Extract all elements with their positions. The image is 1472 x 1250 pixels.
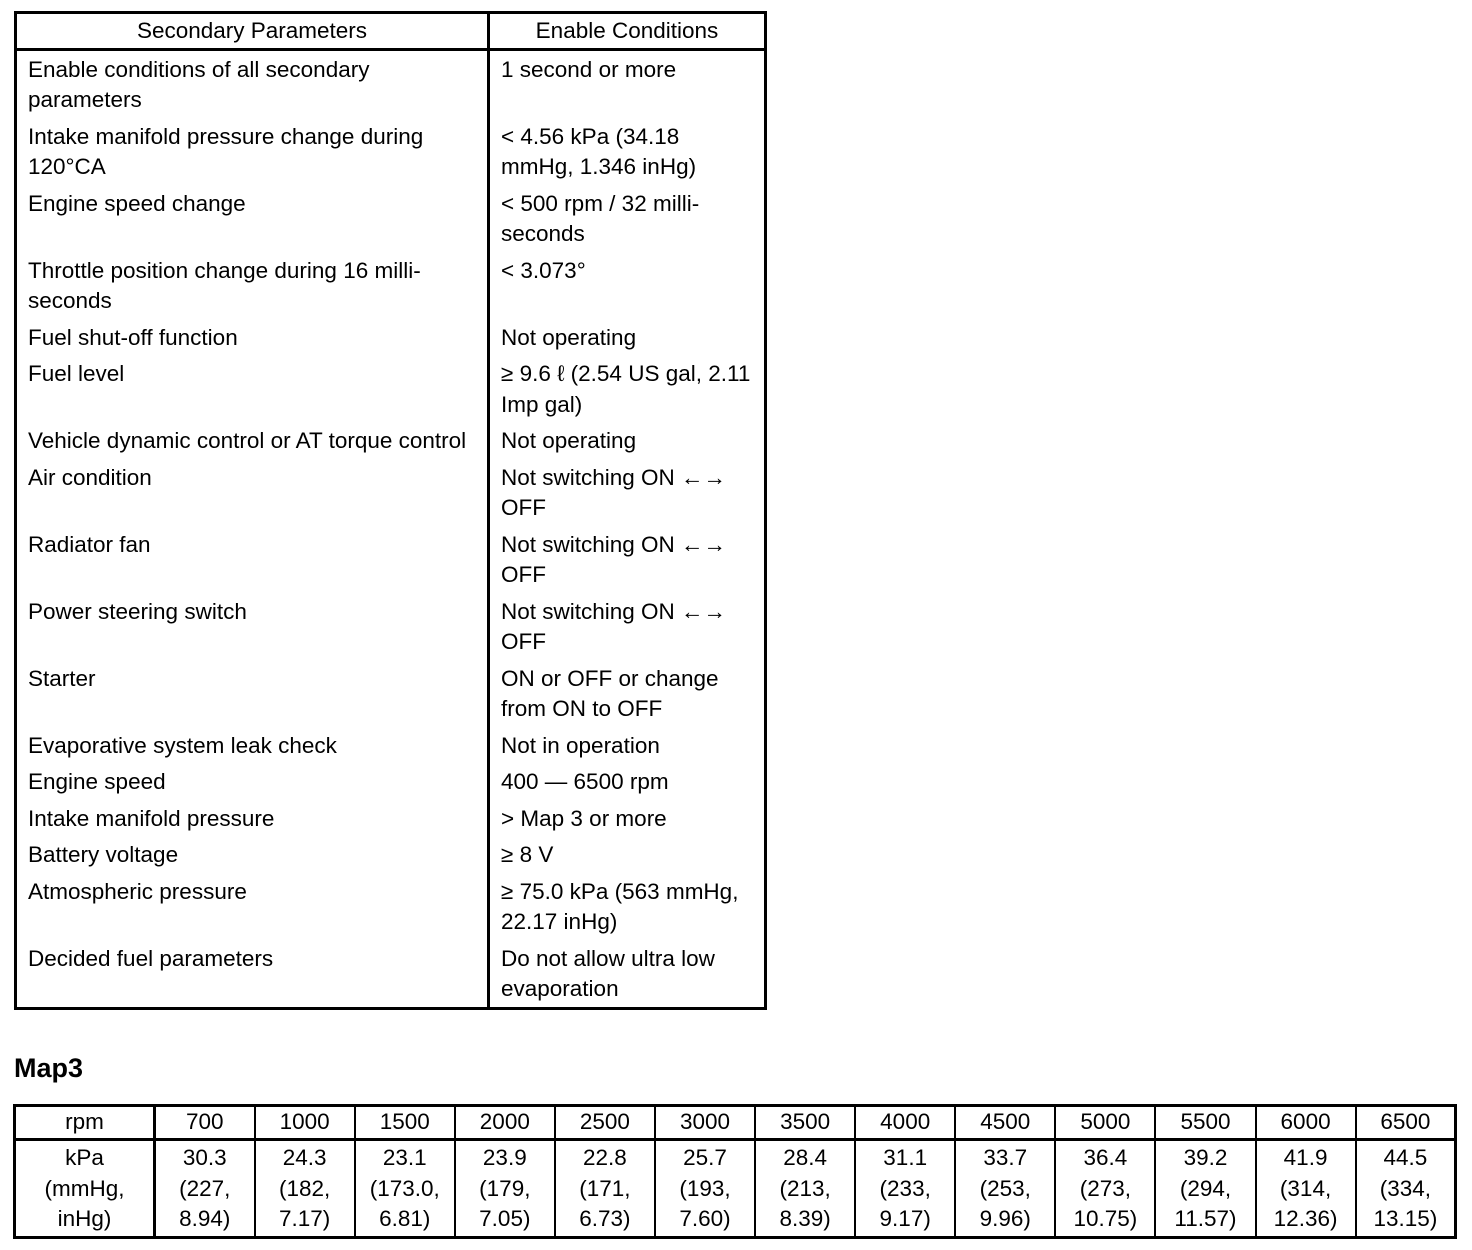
condition-cell: Do not allow ultra low evaporation xyxy=(489,942,766,1009)
map3-rpm-cell: 4500 xyxy=(955,1106,1055,1140)
header-secondary-parameters: Secondary Parameters xyxy=(16,13,489,50)
table-row xyxy=(16,120,766,187)
map3-pressure-cell xyxy=(155,1140,255,1238)
map3-mmhg-value: (193, xyxy=(679,1175,731,1201)
map3-rpm-cell: 2500 xyxy=(555,1106,655,1140)
parameter-cell: Engine speed xyxy=(16,765,489,802)
parameter-cell: Starter xyxy=(16,662,489,729)
parameter-cell: Evaporative system leak check xyxy=(16,729,489,766)
map3-pressure-cell xyxy=(455,1140,555,1238)
map3-mmhg-value: (294, xyxy=(1179,1175,1232,1201)
map3-inhg-value: 9.96) xyxy=(979,1206,1031,1231)
map3-inhg-value: 8.39) xyxy=(779,1206,831,1231)
parameter-cell: Decided fuel parameters xyxy=(16,942,489,1009)
table-header-row xyxy=(16,13,766,50)
table-row xyxy=(16,942,766,1009)
label-kpa: kPa xyxy=(65,1145,104,1170)
map3-inhg-value: 12.36) xyxy=(1273,1206,1338,1231)
parameter-cell: Power steering switch xyxy=(16,595,489,662)
map3-inhg-value: 13.15) xyxy=(1373,1206,1438,1231)
condition-cell: Not operating xyxy=(489,424,766,461)
map3-mmhg-value: (334, xyxy=(1379,1175,1432,1201)
map3-kpa-value: 23.1 xyxy=(382,1145,427,1170)
map3-kpa-value: 23.9 xyxy=(482,1145,527,1170)
map3-kpa-value: 30.3 xyxy=(182,1145,227,1170)
map3-mmhg-value: (179, xyxy=(479,1175,531,1201)
map3-kpa-value: 36.4 xyxy=(1083,1145,1128,1170)
map3-rpm-cell: 4000 xyxy=(855,1106,955,1140)
table-row xyxy=(16,424,766,461)
map3-inhg-value: 7.05) xyxy=(479,1206,531,1231)
parameter-cell: Engine speed change xyxy=(16,187,489,254)
map3-inhg-value: 6.73) xyxy=(579,1206,631,1231)
condition-cell: ≥ 8 V xyxy=(489,838,766,875)
map3-mmhg-value: (182, xyxy=(278,1175,331,1201)
table-row xyxy=(16,461,766,528)
condition-cell: Not in operation xyxy=(489,729,766,766)
header-enable-conditions: Enable Conditions xyxy=(489,13,766,50)
map3-mmhg-value: (273, xyxy=(1079,1175,1132,1201)
map3-rpm-cell: 2000 xyxy=(455,1106,555,1140)
map3-kpa-value: 25.7 xyxy=(683,1145,727,1170)
condition-cell: < 3.073° xyxy=(489,254,766,321)
secondary-parameters-table xyxy=(14,11,767,1010)
condition-cell: ≥ 9.6 ℓ (2.54 US gal, 2.11 Imp gal) xyxy=(489,357,766,424)
table-row xyxy=(16,187,766,254)
map3-kpa-value: 28.4 xyxy=(783,1145,827,1170)
map3-rpm-cell: 3000 xyxy=(655,1106,755,1140)
map3-kpa-value: 41.9 xyxy=(1283,1145,1328,1170)
map3-title: Map3 xyxy=(14,1053,84,1083)
map3-rpm-label: rpm xyxy=(15,1106,155,1140)
table-row xyxy=(16,729,766,766)
map3-rpm-cell: 3500 xyxy=(755,1106,855,1140)
map3-pressure-label xyxy=(15,1140,155,1238)
parameter-cell: Radiator fan xyxy=(16,528,489,595)
map3-pressure-cell xyxy=(955,1140,1055,1238)
table-row xyxy=(16,254,766,321)
map3-kpa-value: 39.2 xyxy=(1183,1145,1228,1170)
condition-cell: < 4.56 kPa (34.18 mmHg, 1.346 inHg) xyxy=(489,120,766,187)
label-mmhg: (mmHg, xyxy=(44,1175,125,1201)
condition-cell: Not operating xyxy=(489,321,766,358)
map3-mmhg-value: (314, xyxy=(1279,1175,1332,1201)
condition-cell: ≥ 75.0 kPa (563 mmHg, 22.17 inHg) xyxy=(489,875,766,942)
map3-inhg-value: 7.60) xyxy=(679,1206,731,1231)
map3-rpm-cell: 5000 xyxy=(1055,1106,1155,1140)
condition-cell: Not switching ON ←→ OFF xyxy=(489,528,766,595)
parameter-cell: Vehicle dynamic control or AT torque control xyxy=(16,424,489,461)
map3-rpm-cell: 1500 xyxy=(355,1106,455,1140)
condition-cell: ON or OFF or change from ON to OFF xyxy=(489,662,766,729)
map3-inhg-value: 11.57) xyxy=(1174,1206,1237,1231)
label-inhg: inHg) xyxy=(57,1206,112,1231)
map3-kpa-value: 22.8 xyxy=(583,1145,627,1170)
map3-pressure-cell xyxy=(555,1140,655,1238)
table-row xyxy=(16,357,766,424)
map3-pressure-cell xyxy=(255,1140,355,1238)
map3-rpm-cell: 5500 xyxy=(1155,1106,1255,1140)
table-row xyxy=(16,321,766,358)
map3-mmhg-value: (173.0, xyxy=(369,1175,440,1201)
parameters-body xyxy=(16,49,766,1008)
map3-mmhg-value: (213, xyxy=(779,1175,831,1201)
map3-rpm-cell: 6000 xyxy=(1256,1106,1356,1140)
map3-inhg-value: 9.17) xyxy=(879,1206,931,1231)
map3-mmhg-value: (227, xyxy=(179,1175,231,1201)
table-row xyxy=(16,802,766,839)
parameter-cell: Fuel shut-off function xyxy=(16,321,489,358)
map3-pressure-cell xyxy=(1155,1140,1255,1238)
table-row xyxy=(16,875,766,942)
map3-pressure-cell xyxy=(1256,1140,1356,1238)
map3-kpa-value: 24.3 xyxy=(282,1145,327,1170)
condition-cell: 1 second or more xyxy=(489,49,766,120)
parameter-cell: Intake manifold pressure change during 120°CA xyxy=(16,120,489,187)
map3-table xyxy=(13,1104,1457,1239)
map3-inhg-value: 10.75) xyxy=(1073,1206,1138,1231)
map3-pressure-cell xyxy=(1055,1140,1155,1238)
map3-pressure-cell xyxy=(1356,1140,1456,1238)
condition-cell: < 500 rpm / 32 milli-seconds xyxy=(489,187,766,254)
map3-mmhg-value: (171, xyxy=(579,1175,631,1201)
map3-rpm-cell: 700 xyxy=(155,1106,255,1140)
table-row xyxy=(16,838,766,875)
table-row xyxy=(16,595,766,662)
table-row xyxy=(16,528,766,595)
parameter-cell: Fuel level xyxy=(16,357,489,424)
map3-kpa-value: 31.1 xyxy=(883,1145,928,1170)
map3-rpm-cell: 1000 xyxy=(255,1106,355,1140)
parameter-cell: Throttle position change during 16 milli-seconds xyxy=(16,254,489,321)
table-row xyxy=(16,765,766,802)
map3-rpm-row xyxy=(15,1106,1456,1140)
condition-cell: 400 — 6500 rpm xyxy=(489,765,766,802)
parameter-cell: Intake manifold pressure xyxy=(16,802,489,839)
table-row xyxy=(16,662,766,729)
map3-mmhg-value: (253, xyxy=(979,1175,1031,1201)
condition-cell: Not switching ON ←→ OFF xyxy=(489,461,766,528)
map3-pressure-row xyxy=(15,1140,1456,1238)
map3-pressure-cell xyxy=(855,1140,955,1238)
table-row xyxy=(16,49,766,120)
map3-mmhg-value: (233, xyxy=(879,1175,931,1201)
map3-inhg-value: 6.81) xyxy=(379,1206,431,1231)
map3-pressure-cell xyxy=(655,1140,755,1238)
map3-inhg-value: 8.94) xyxy=(179,1206,231,1231)
parameter-cell: Air condition xyxy=(16,461,489,528)
map3-kpa-value: 33.7 xyxy=(983,1145,1028,1170)
map3-inhg-value: 7.17) xyxy=(278,1206,331,1231)
map3-rpm-cell: 6500 xyxy=(1356,1106,1456,1140)
parameter-cell: Enable conditions of all secondary parameters xyxy=(16,49,489,120)
condition-cell: > Map 3 or more xyxy=(489,802,766,839)
map3-kpa-value: 44.5 xyxy=(1383,1145,1428,1170)
map3-pressure-cell xyxy=(755,1140,855,1238)
map3-pressure-cell xyxy=(355,1140,455,1238)
condition-cell: Not switching ON ←→ OFF xyxy=(489,595,766,662)
parameter-cell: Battery voltage xyxy=(16,838,489,875)
parameter-cell: Atmospheric pressure xyxy=(16,875,489,942)
